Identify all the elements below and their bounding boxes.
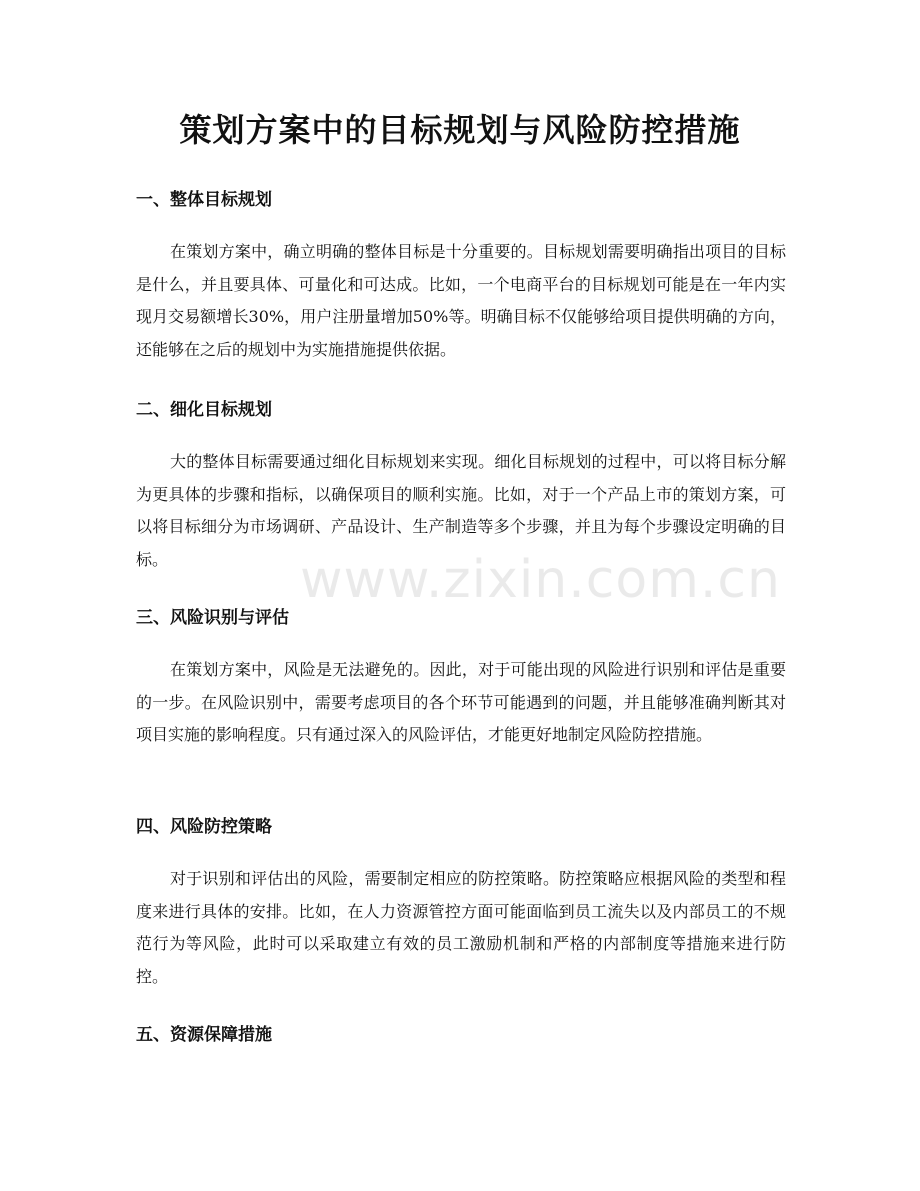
- section-heading-4: 四、风险防控策略: [136, 817, 272, 837]
- section-paragraph-1: 在策划方案中，确立明确的整体目标是十分重要的。目标规划需要明确指出项目的目标是什么，并且要具体、可量化和可达成。比如，一个电商平台的目标规划可能是在一年内实现月交易额增长30%，用户注册量增加50%等。明确目标不仅能够给项目提供明确的方向，还能够在之后的规划中为实施措施提供依据。: [136, 242, 786, 359]
- section-paragraph-2: 大的整体目标需要通过细化目标规划来实现。细化目标规划的过程中，可以将目标分解为更具体的步骤和指标，以确保项目的顺利实施。比如，对于一个产品上市的策划方案，可以将目标细分为市场调研、产品设计、生产制造等多个步骤，并且为每个步骤设定明确的目标。: [136, 452, 786, 569]
- section-heading-2: 二、细化目标规划: [136, 400, 272, 420]
- section-paragraph-4: 对于识别和评估出的风险，需要制定相应的防控策略。防控策略应根据风险的类型和程度来进行具体的安排。比如，在人力资源管控方面可能面临到员工流失以及内部员工的不规范行为等风险，此时可以采取建立有效的员工激励机制和严格的内部制度等措施来进行防控。: [136, 869, 786, 986]
- watermark: www.zixin.com.cn: [300, 550, 781, 610]
- section-heading-5: 五、资源保障措施: [136, 1025, 272, 1045]
- section-heading-3: 三、风险识别与评估: [136, 608, 289, 628]
- document-title: 策划方案中的目标规划与风险防控措施: [179, 111, 741, 149]
- section-paragraph-3: 在策划方案中，风险是无法避免的。因此，对于可能出现的风险进行识别和评估是重要的一步。在风险识别中，需要考虑项目的各个环节可能遇到的问题，并且能够准确判断其对项目实施的影响程度。只有通过深入的风险评估，才能更好地制定风险防控措施。: [136, 660, 786, 744]
- section-heading-1: 一、整体目标规划: [136, 190, 272, 210]
